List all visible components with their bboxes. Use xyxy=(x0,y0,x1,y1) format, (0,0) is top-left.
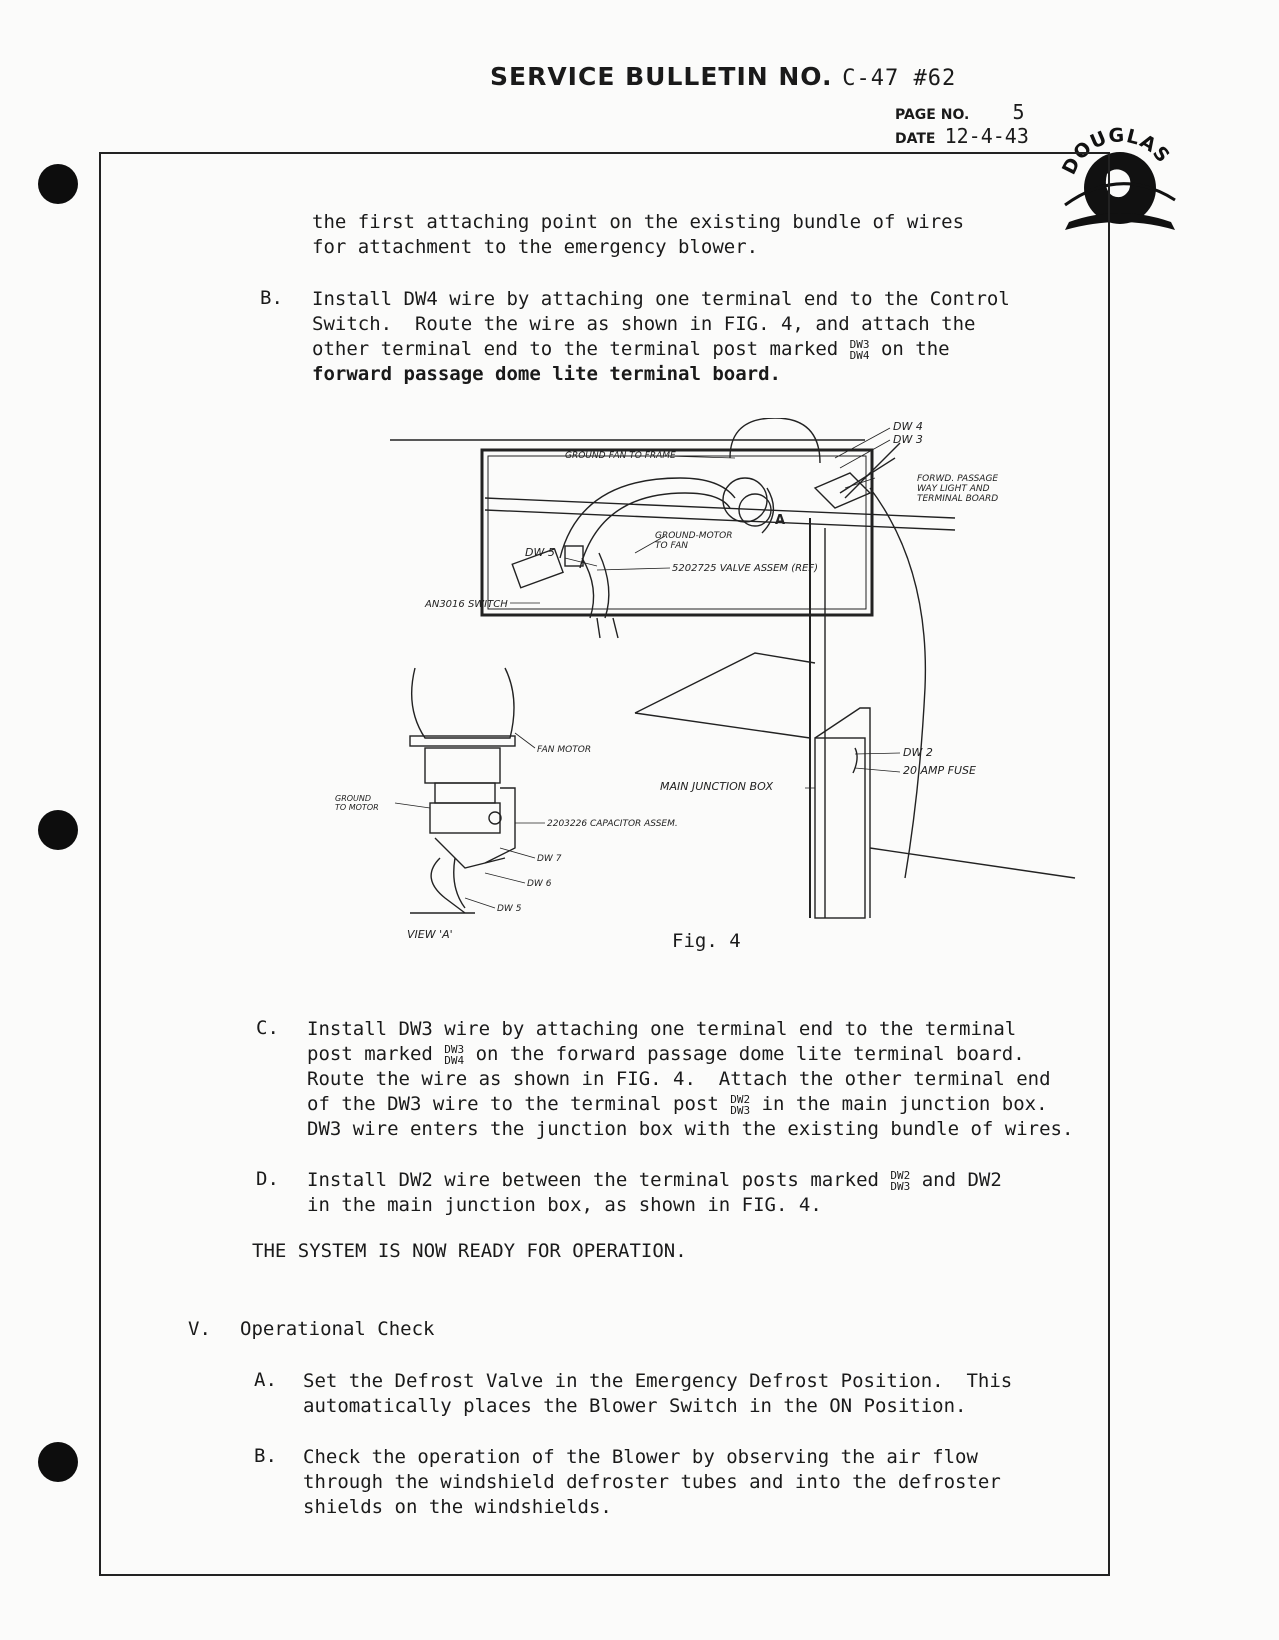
step-d-line-2: in the main junction box, as shown in FIG. 4. xyxy=(307,1194,822,1216)
step-c-marker: C. xyxy=(256,1017,279,1039)
binder-hole-bottom xyxy=(38,1442,78,1482)
bulletin-date xyxy=(895,124,1029,148)
fig-label-dw5-top: DW 5 xyxy=(525,546,555,559)
binder-hole-middle xyxy=(38,810,78,850)
step-d-line-1-post: and DW2 xyxy=(910,1169,1002,1191)
fig-label-fuse: 20 AMP FUSE xyxy=(903,764,976,777)
step-d-line-1-pre: Install DW2 wire between the terminal posts marked xyxy=(307,1169,891,1191)
page-number-value: 5 xyxy=(1012,100,1025,124)
fig-label-switch: AN3016 SWITCH xyxy=(425,599,508,610)
page-number xyxy=(895,100,1025,124)
step-c-line-2-pre: post marked xyxy=(307,1043,445,1065)
section-v-marker: V. xyxy=(188,1318,211,1340)
check-b-line-2: through the windshield defroster tubes and into the defroster xyxy=(303,1471,1001,1493)
bulletin-title-prefix: SERVICE BULLETIN NO. xyxy=(490,62,833,91)
fig-label-forwd-3: TERMINAL BOARD xyxy=(917,494,999,504)
check-b-line-3: shields on the windshields. xyxy=(303,1496,612,1518)
fig-label-forwd-1: FORWD. PASSAGE xyxy=(917,474,999,484)
step-c-line-4-post: in the main junction box. xyxy=(750,1093,1048,1115)
step-c-line-2-post: on the forward passage dome lite terminal board. xyxy=(464,1043,1025,1065)
step-c-line-4-pre: of the DW3 wire to the terminal post xyxy=(307,1093,731,1115)
step-b-line-3 xyxy=(312,337,950,363)
fig-label-dw2: DW 2 xyxy=(903,746,933,759)
step-c-line-1: Install DW3 wire by attaching one terminal end to the terminal xyxy=(307,1018,1017,1040)
fig-label-a: A xyxy=(775,513,786,528)
date-label: DATE xyxy=(895,131,936,147)
step-b-marker: B. xyxy=(260,287,283,309)
fig-label-ground-motor-1: GROUND-MOTOR xyxy=(655,531,733,541)
fig-label-dw3: DW 3 xyxy=(893,433,923,446)
fig-4-diagram xyxy=(335,418,1135,998)
fig-label-ground-to-motor-1: GROUND xyxy=(335,794,372,803)
fig-label-dw7: DW 7 xyxy=(537,854,562,864)
fig-label-ground-motor-2: TO FAN xyxy=(655,541,688,551)
step-c-line-4 xyxy=(307,1092,1048,1118)
step-d-line-1 xyxy=(307,1168,1002,1194)
fig-label-forwd-2: WAY LIGHT AND xyxy=(917,484,990,494)
step-d-marker: D. xyxy=(256,1168,279,1190)
step-c-line-2 xyxy=(307,1042,1025,1068)
fig-label-dw5-bottom: DW 5 xyxy=(497,904,522,914)
bulletin-number: C-47 #62 xyxy=(842,66,957,91)
intro-line-1: the first attaching point on the existing bundle of wires xyxy=(312,211,965,233)
step-b-line-3-pre: other terminal end to the terminal post marked xyxy=(312,338,850,360)
fig-label-junction-box: MAIN JUNCTION BOX xyxy=(660,780,773,793)
fig-label-view-a: VIEW 'A' xyxy=(407,928,453,941)
post-marker-dw3-dw4: DW3 DW4 xyxy=(849,337,870,362)
intro-line-2: for attachment to the emergency blower. xyxy=(312,236,759,258)
check-b-line-1: Check the operation of the Blower by observing the air flow xyxy=(303,1446,978,1468)
fig-label-ground-fan: GROUND-FAN TO FRAME xyxy=(565,451,676,461)
check-b-marker: B. xyxy=(254,1445,277,1467)
step-c-line-5: DW3 wire enters the junction box with the existing bundle of wires. xyxy=(307,1118,1074,1140)
fig-label-dw4: DW 4 xyxy=(893,420,923,433)
bulletin-title xyxy=(490,62,956,91)
fig-label-ground-to-motor-2: TO MOTOR xyxy=(335,803,379,812)
step-b-line-3-post: on the xyxy=(869,338,950,360)
section-v-title: Operational Check xyxy=(240,1318,435,1340)
page-number-label: PAGE NO. xyxy=(895,107,970,123)
post-marker-dw2-dw3-c: DW2 DW3 xyxy=(730,1092,751,1117)
date-value: 12-4-43 xyxy=(944,124,1029,148)
post-marker-dw3-dw4-c: DW3 DW4 xyxy=(444,1042,465,1067)
fig-label-capacitor: 2203226 CAPACITOR ASSEM. xyxy=(547,819,678,829)
step-b-line-4: forward passage dome lite terminal board. xyxy=(312,363,781,385)
step-b-line-1: Install DW4 wire by attaching one terminal end to the Control xyxy=(312,288,1010,310)
post-marker-dw2-dw3-d: DW2 DW3 xyxy=(890,1168,911,1193)
step-c-line-3: Route the wire as shown in FIG. 4. Attach the other terminal end xyxy=(307,1068,1051,1090)
check-a-line-2: automatically places the Blower Switch in the ON Position. xyxy=(303,1395,967,1417)
system-ready-notice: THE SYSTEM IS NOW READY FOR OPERATION. xyxy=(252,1240,687,1262)
check-a-line-1: Set the Defrost Valve in the Emergency Defrost Position. This xyxy=(303,1370,1013,1392)
fig-label-valve: 5202725 VALVE ASSEM (REF) xyxy=(672,563,819,574)
binder-hole-top xyxy=(38,164,78,204)
logo-text: DOUGLAS xyxy=(1058,124,1175,179)
check-a-marker: A. xyxy=(254,1369,277,1391)
fig-label-fan-motor: FAN MOTOR xyxy=(537,745,592,755)
fig-label-dw6: DW 6 xyxy=(527,879,552,889)
figure-caption: Fig. 4 xyxy=(672,930,741,952)
step-b-line-2: Switch. Route the wire as shown in FIG. 4, and attach the xyxy=(312,313,976,335)
